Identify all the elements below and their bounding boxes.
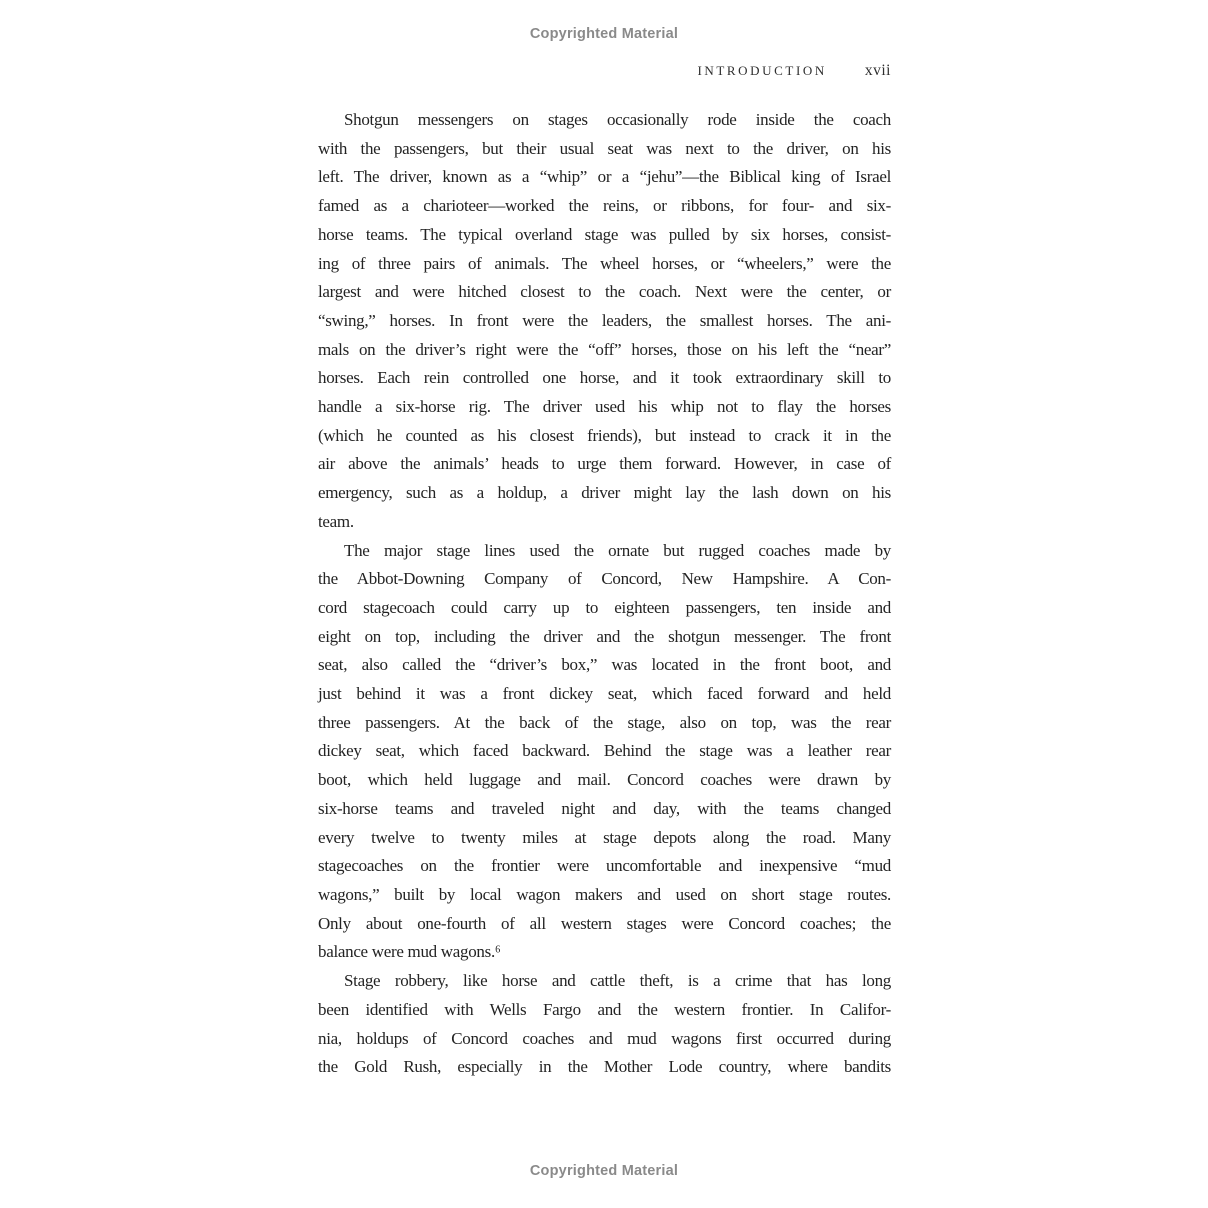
- text-line: mals on the driver’s right were the “off” horses, those on his left the “near”: [318, 339, 891, 359]
- text-line: largest and were hitched closest to the coach. Next were the center, or: [318, 282, 891, 302]
- text-line: air above the animals’ heads to urge them forward. However, in case of: [318, 454, 891, 474]
- text-line: “swing,” horses. In front were the leaders, the smallest horses. The ani-: [318, 310, 891, 330]
- text-line: with the passengers, but their usual seat was next to the driver, on his: [318, 138, 891, 158]
- text-line: wagons,” built by local wagon makers and used on short stage routes.: [318, 884, 891, 904]
- text-line: The major stage lines used the ornate but rugged coaches made by: [344, 540, 891, 560]
- paragraph: [318, 537, 891, 968]
- page-number: xvii: [864, 62, 891, 79]
- text-line: Stage robbery, like horse and cattle theft, is a crime that has long: [344, 971, 891, 991]
- body-text: [318, 106, 891, 1082]
- text-line: cord stagecoach could carry up to eighteen passengers, ten inside and: [318, 597, 891, 617]
- text-line: handle a six-horse rig. The driver used his whip not to flay the horses: [318, 397, 891, 417]
- text-line: Shotgun messengers on stages occasionally rode inside the coach: [344, 110, 891, 129]
- text-line: eight on top, including the driver and the shotgun messenger. The front: [318, 626, 891, 646]
- text-line: team.: [318, 511, 354, 531]
- text-line: the Abbot-Downing Company of Concord, New Hampshire. A Con-: [318, 569, 891, 589]
- text-line: been identified with Wells Fargo and the western frontier. In Califor-: [318, 999, 891, 1019]
- text-line: famed as a charioteer—worked the reins, or ribbons, for four- and six-: [318, 196, 891, 216]
- text-line: emergency, such as a holdup, a driver might lay the lash down on his: [318, 483, 891, 503]
- text-line: stagecoaches on the frontier were uncomfortable and inexpensive “mud: [318, 856, 891, 876]
- text-line: (which he counted as his closest friends), but instead to crack it in the: [318, 425, 891, 445]
- text-line: every twelve to twenty miles at stage depots along the road. Many: [318, 827, 891, 847]
- copyright-watermark-top: Copyrighted Material: [529, 26, 679, 42]
- text-line: dickey seat, which faced backward. Behind the stage was a leather rear: [318, 741, 891, 761]
- text-line: the Gold Rush, especially in the Mother Lode country, where bandits: [318, 1057, 891, 1077]
- text-line: seat, also called the “driver’s box,” was located in the front boot, and: [318, 655, 891, 675]
- chapter-title: INTRODUCTION: [697, 63, 827, 78]
- text-line: ing of three pairs of animals. The wheel horses, or “wheelers,” were the: [318, 253, 891, 273]
- text-line: Only about one-fourth of all western stages were Concord coaches; the: [318, 913, 891, 933]
- text-line: horse teams. The typical overland stage was pulled by six horses, consist-: [318, 224, 891, 244]
- text-line: nia, holdups of Concord coaches and mud wagons first occurred during: [318, 1028, 891, 1048]
- text-line: just behind it was a front dickey seat, which faced forward and held: [318, 684, 891, 704]
- text-line: six-horse teams and traveled night and day, with the teams changed: [318, 798, 891, 818]
- text-line: left. The driver, known as a “whip” or a “jehu”—the Biblical king of Israel: [318, 167, 891, 187]
- text-line: three passengers. At the back of the stage, also on top, was the rear: [318, 712, 891, 732]
- paragraph: [318, 967, 891, 1082]
- running-header: [318, 62, 891, 80]
- paragraph: [318, 106, 891, 537]
- text-line: boot, which held luggage and mail. Concord coaches were drawn by: [318, 770, 891, 790]
- copyright-watermark-bottom: Copyrighted Material: [529, 1163, 679, 1179]
- text-line: balance were mud wagons.⁶: [318, 942, 501, 962]
- text-line: horses. Each rein controlled one horse, and it took extraordinary skill to: [318, 368, 891, 388]
